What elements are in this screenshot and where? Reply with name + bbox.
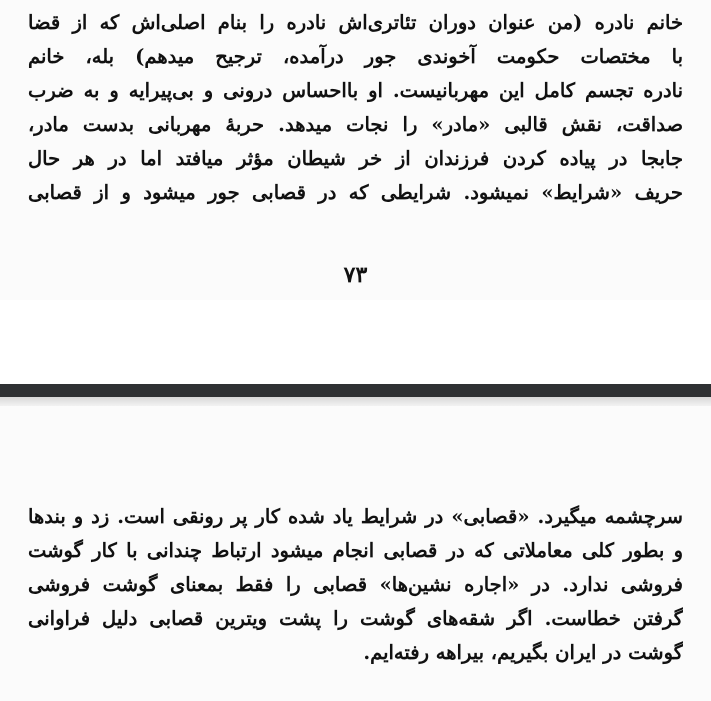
top-page-text: [28, 6, 683, 210]
text-line: گرفتن خطاست. اگر شقه‌های گوشت را پشت ویترین قصابی دلیل فراوانی: [28, 607, 683, 630]
page-number: ۷۳: [343, 262, 368, 288]
bottom-page-text: [28, 500, 683, 670]
text-line: سرچشمه میگیرد. «قصابی» در شرایط یاد شده کار پر رونقی است. زد و بندها: [28, 505, 683, 528]
text-line: با مختصات حکومت آخوندی جور درآمده، ترجیح میدهم) بله، خانم: [28, 45, 683, 68]
text-line: خانم نادره (من عنوان دوران تئاتری‌اش نادره را بنام اصلی‌اش که از قضا: [28, 11, 683, 34]
text-line: صداقت، نقش قالبی «مادر» را نجات میدهد. حربهٔ مهربانی بدست مادر،: [28, 113, 683, 136]
page-divider: [0, 384, 711, 406]
text-line: جابجا در پیاده کردن فرزندان از خر شیطان مؤثر میافتد اما در هر حال: [28, 147, 683, 170]
text-line: نادره تجسم کامل این مهربانیست. او بااحساس درونی و بی‌پیرایه و به ضرب: [28, 79, 683, 102]
text-line: و بطور کلی معاملاتی که در قصابی انجام میشود ارتباط چندانی با کار گوشت: [28, 539, 683, 562]
text-line: حریف «شرایط» نمیشود. شرایطی که در قصابی جور میشود و از قصابی: [28, 181, 683, 204]
text-line-last: گوشت در ایران بگیریم، بیراهه رفته‌ایم.: [363, 641, 683, 664]
text-line: فروشی ندارد. در «اجاره نشین‌ها» قصابی را فقط بمعنای گوشت فروشی: [28, 573, 683, 596]
page-gap: [0, 300, 711, 384]
